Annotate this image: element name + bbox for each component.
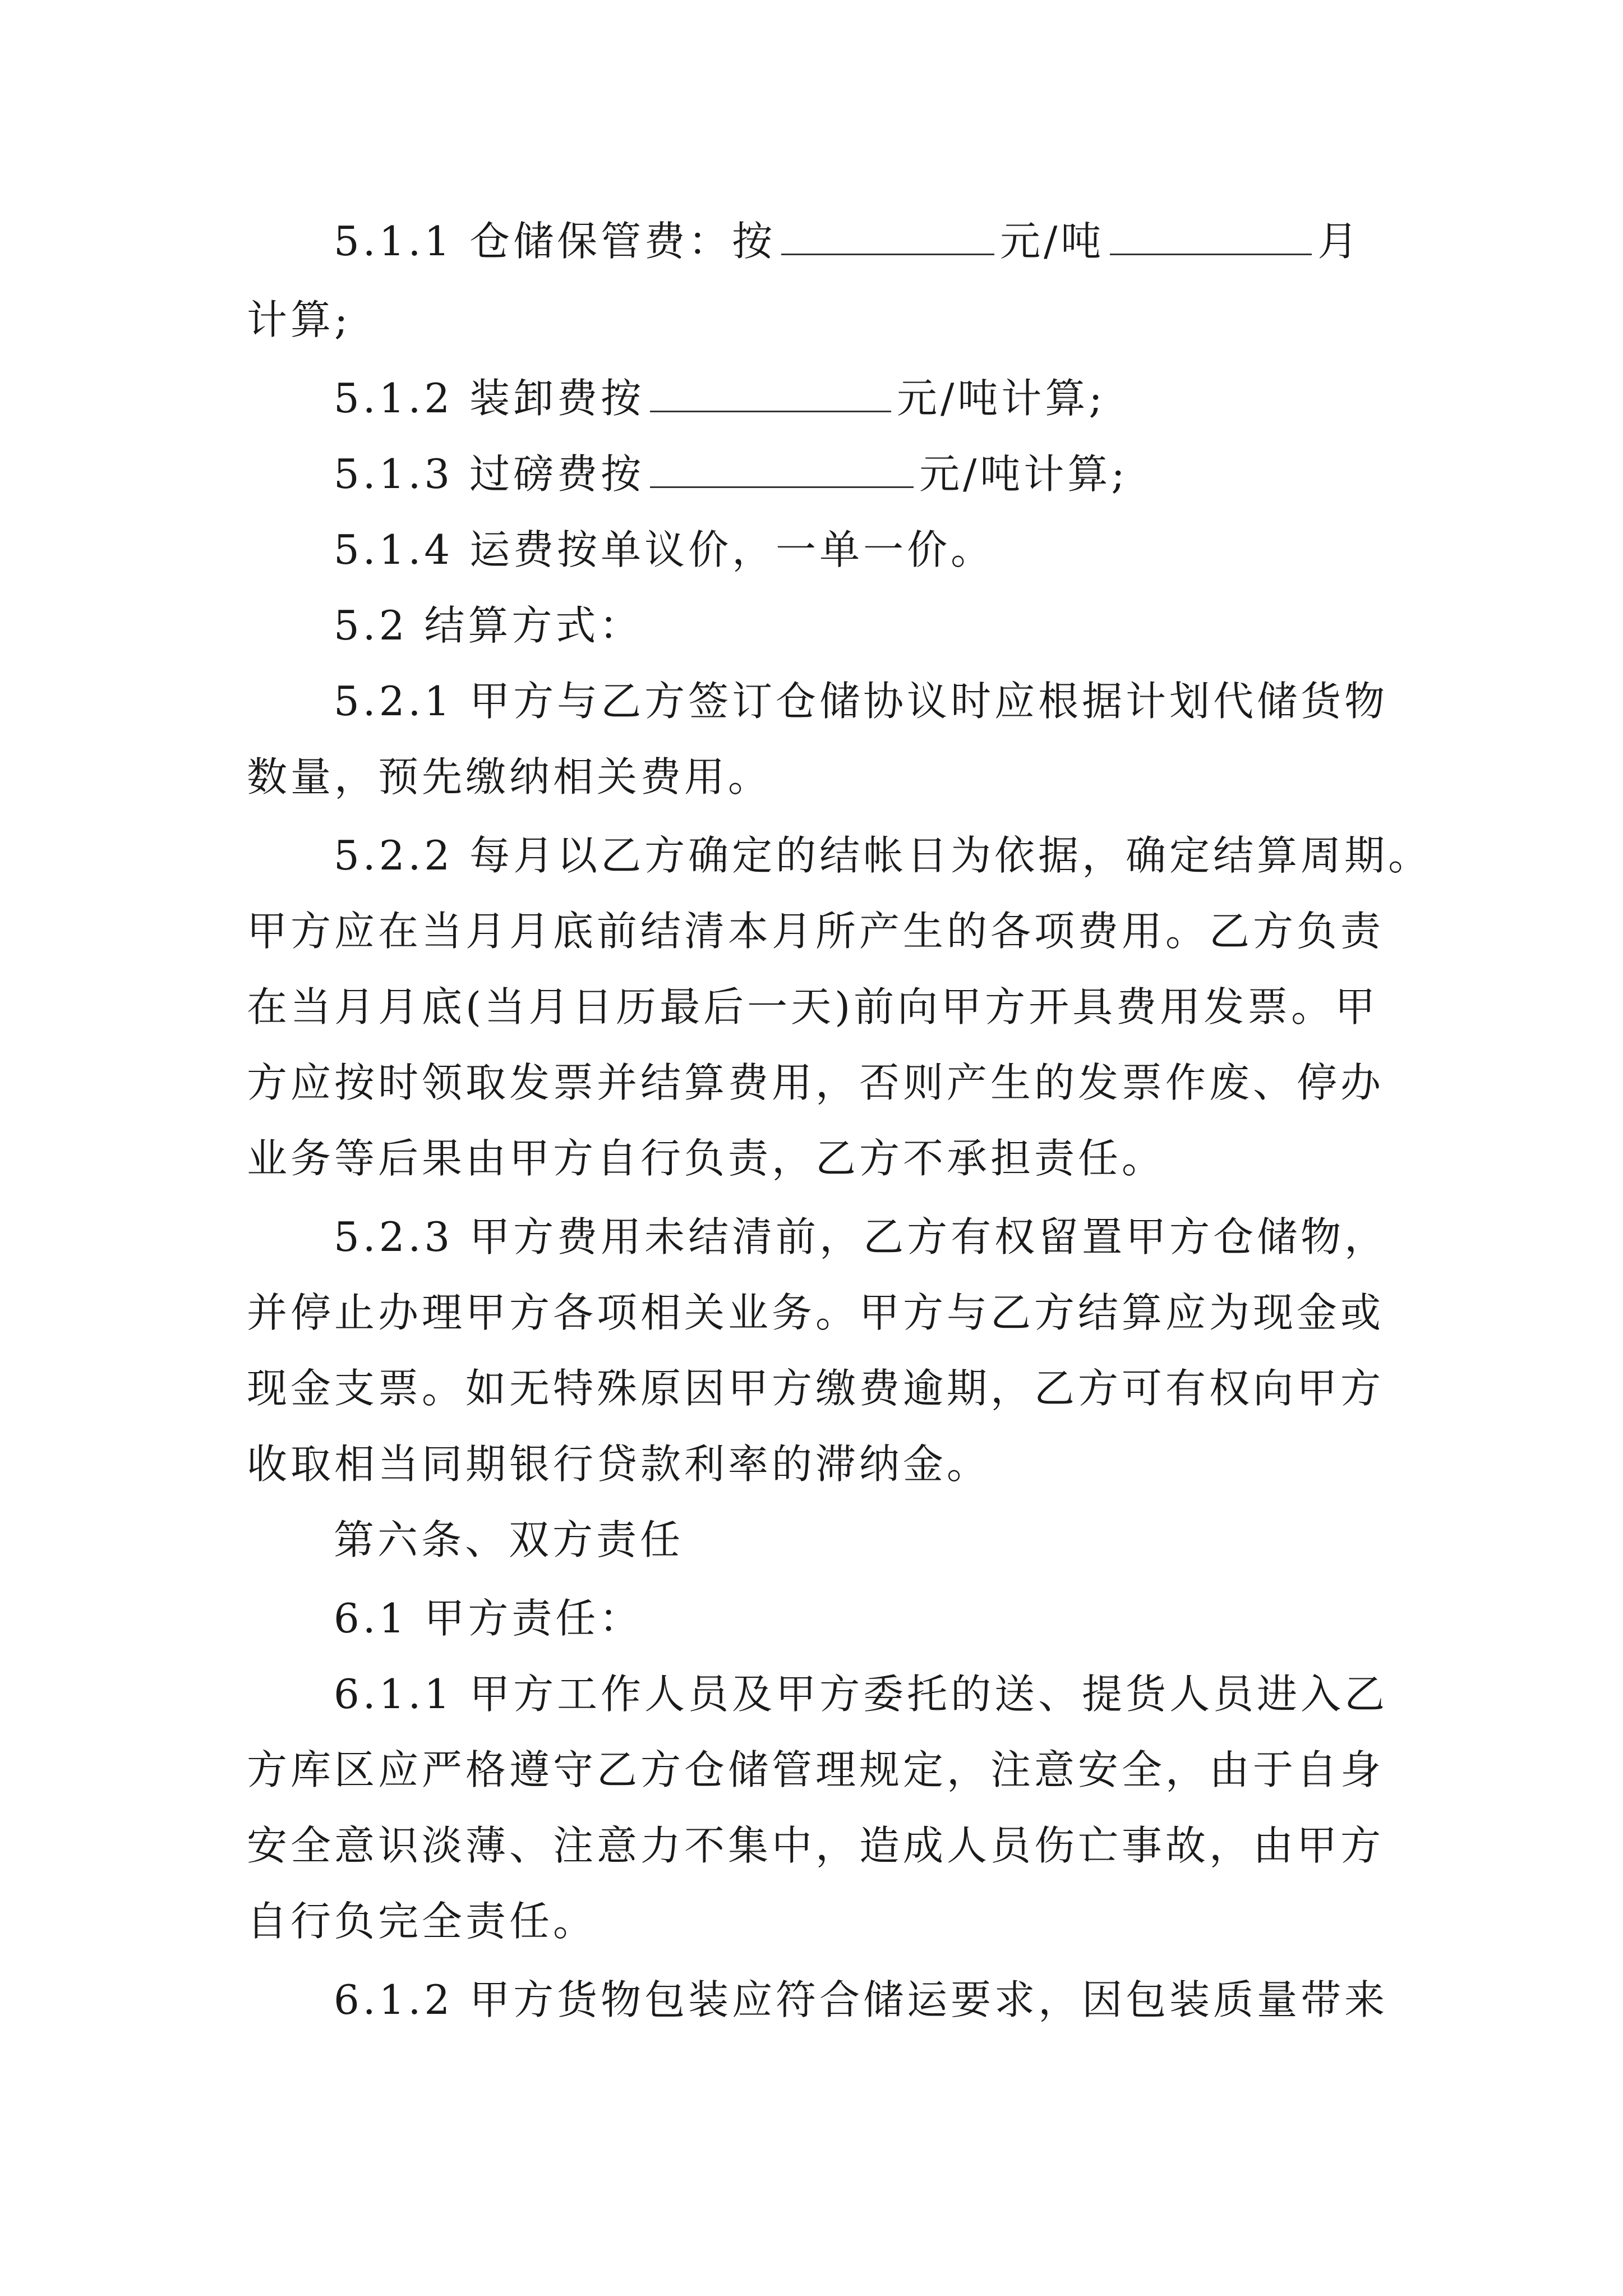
clause-5-1-2-text: 5.1.2 装卸费按 [334, 375, 645, 422]
fill-blank-month [1110, 217, 1312, 255]
text-line: 在当月月底(当月日历最后一天)前向甲方开具费用发票。甲 [247, 983, 1379, 1030]
clause-5-2-1: 5.2.1 甲方与乙方签订仓储协议时应根据计划代储货物 [334, 678, 1389, 725]
clause-5-1-1-text: 5.1.1 仓储保管费：按 [334, 218, 776, 265]
text-line: 并停止办理甲方各项相关业务。甲方与乙方结算应为现金或 [247, 1289, 1385, 1336]
fill-blank-handling-fee [650, 374, 891, 412]
clause-5-2-heading: 5.2 结算方式： [334, 602, 643, 649]
clause-5-1-3-line [334, 449, 1500, 499]
clause-5-1-1-line [334, 216, 1500, 266]
text-line: 收取相当同期银行贷款利率的滞纳金。 [247, 1441, 991, 1488]
clause-6-1-2: 6.1.2 甲方货物包装应符合储运要求，因包装质量带来 [334, 1976, 1389, 2023]
fill-blank-weighing-fee [650, 449, 914, 488]
text-line: 安全意识淡薄、注意力不集中，造成人员伤亡事故，由甲方 [247, 1822, 1385, 1869]
unit-text: 元/吨计算; [897, 375, 1106, 422]
unit-text: 元/吨 [1000, 218, 1105, 265]
text-line: 甲方应在当月月底前结清本月所产生的各项费用。乙方负责 [247, 908, 1385, 955]
text-line: 方库区应严格遵守乙方仓储管理规定，注意安全，由于自身 [247, 1746, 1385, 1793]
clause-5-1-4: 5.1.4 运费按单议价，一单一价。 [334, 526, 995, 573]
month-text: 月 [1317, 218, 1362, 265]
clause-6-1-heading: 6.1 甲方责任： [334, 1595, 643, 1642]
article-6-heading: 第六条、双方责任 [334, 1516, 684, 1563]
text-line: 方应按时领取发票并结算费用，否则产生的发票作废、停办 [247, 1059, 1385, 1106]
text-line: 计算; [247, 296, 352, 343]
text-line: 自行负完全责任。 [247, 1898, 597, 1945]
text-line: 现金支票。如无特殊原因甲方缴费逾期，乙方可有权向甲方 [247, 1365, 1385, 1412]
clause-6-1-1: 6.1.1 甲方工作人员及甲方委托的送、提货人员进入乙 [334, 1671, 1389, 1718]
clause-5-1-2-line [334, 373, 1500, 424]
text-line: 业务等后果由甲方自行负责，乙方不承担责任。 [247, 1135, 1166, 1182]
clause-5-1-3-text: 5.1.3 过磅费按 [334, 450, 645, 498]
text-line: 数量，预先缴纳相关费用。 [247, 753, 772, 800]
clause-5-2-2: 5.2.2 每月以乙方确定的结帐日为依据，确定结算周期。 [334, 832, 1432, 879]
unit-text: 元/吨计算; [919, 450, 1128, 498]
clause-5-2-3: 5.2.3 甲方费用未结清前，乙方有权留置甲方仓储物， [334, 1213, 1389, 1260]
fill-blank-storage-fee [781, 217, 994, 255]
